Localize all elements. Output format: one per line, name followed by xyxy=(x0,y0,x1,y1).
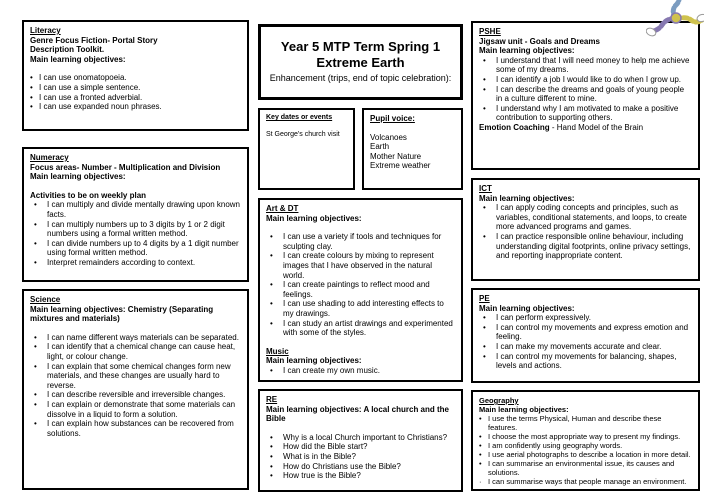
pshe-emotion-coaching xyxy=(479,123,692,133)
pshe-heading: PSHE xyxy=(479,27,501,36)
objective-item: • What is in the Bible? xyxy=(266,452,455,462)
objective-item: • I understand why I am motivated to make a positive contribution to supporting others. xyxy=(479,104,692,123)
ict-heading: ICT xyxy=(479,184,492,193)
pshe-emotion-coaching-text: - Hand Model of the Brain xyxy=(549,122,644,132)
objective-item: • How true is the Bible? xyxy=(266,471,455,481)
objective-item: Volcanoes xyxy=(370,132,407,142)
objective-item: • Why is a local Church important to Christians? xyxy=(266,433,455,443)
spacer xyxy=(370,124,455,133)
objective-item: • I can apply coding concepts and principles, such as variables, conditional statements, and loops, to create more advanced programs and games. xyxy=(479,203,692,232)
pshe-objectives-label: Main learning objectives: xyxy=(479,46,575,56)
pe-heading: PE xyxy=(479,294,490,303)
geography-box xyxy=(471,390,700,491)
objective-item: • I can identify that a chemical change can cause heat, light, or colour change. xyxy=(30,342,241,361)
literacy-objectives-list xyxy=(30,73,241,111)
objective-item: • I can control my movements and express emotion and feeling. xyxy=(479,323,692,342)
objective-item: • I can multiply numbers up to 3 digits by 1 or 2 digit numbers using a formal written method. xyxy=(30,220,241,239)
objective-item: Earth xyxy=(370,142,390,152)
page-title-line2: Extreme Earth xyxy=(316,55,405,71)
pupil-voice-heading: Pupil voice: xyxy=(370,114,415,123)
objective-item: • I can use a fronted adverbial. xyxy=(30,93,241,103)
objective-item: • I can make my movements accurate and clear. xyxy=(479,342,692,352)
numeracy-focus: Focus areas- Number - Multiplication and Division xyxy=(30,162,221,172)
literacy-toolkit: Description Toolkit. xyxy=(30,45,105,55)
ict-box xyxy=(471,178,700,281)
numeracy-objectives-list xyxy=(30,200,241,267)
literacy-genre: Genre Focus Fiction- Portal Story xyxy=(30,35,158,45)
spacer xyxy=(266,223,455,232)
pupil-voice-list xyxy=(370,133,455,171)
art-dt-music-box xyxy=(258,198,463,382)
numeracy-activities-label: Activities to be on weekly plan xyxy=(30,190,147,200)
geography-heading: Geography xyxy=(479,396,519,405)
objective-item: • I can create colours by mixing to represent images that I have observed in the natural world. xyxy=(266,251,455,280)
pshe-unit: Jigsaw unit - Goals and Dreams xyxy=(479,36,600,46)
spacer xyxy=(30,182,241,191)
objective-item: • I understand that I will need money to help me achieve some of my dreams. xyxy=(479,56,692,75)
objective-item: • I can multiply and divide mentally drawing upon known facts. xyxy=(30,200,241,219)
objective-item: • I can perform expressively. xyxy=(479,313,692,323)
objective-item: • I can create my own music. xyxy=(266,366,455,376)
objective-item: • I can identify a job I would like to do when I grow up. xyxy=(479,75,692,85)
pshe-objectives-list xyxy=(479,56,692,123)
science-box xyxy=(22,289,249,490)
objective-item: St George's church visit xyxy=(266,131,340,139)
pe-objectives-label: Main learning objectives: xyxy=(479,303,575,313)
objective-item: • I can use a simple sentence. xyxy=(30,83,241,93)
objective-item: • I choose the most appropriate way to present my findings. xyxy=(479,432,692,441)
music-heading: Music xyxy=(266,346,289,356)
objective-item: • I can use a variety if tools and techniques for sculpting clay. xyxy=(266,232,455,251)
objective-item: Mother Nature xyxy=(370,151,422,161)
objective-item: • I can explain how substances can be recovered from solutions. xyxy=(30,419,241,438)
science-heading: Science xyxy=(30,295,61,304)
objective-item: Extreme weather xyxy=(370,161,431,171)
objective-item: • I can use onomatopoeia. xyxy=(30,73,241,83)
literacy-box xyxy=(22,20,249,131)
numeracy-box xyxy=(22,147,249,282)
science-objectives-list xyxy=(30,333,241,439)
objective-item: • Interpret remainders according to context. xyxy=(30,258,241,268)
objective-item: • I use aerial photographs to describe a location in more detail. xyxy=(479,450,692,459)
spacer xyxy=(266,122,347,131)
key-dates-box xyxy=(258,108,355,190)
objective-item: • I can divide numbers up to 4 digits by a 1 digit number using formal written method. xyxy=(30,239,241,258)
numeracy-objectives-label: Main learning objectives: xyxy=(30,172,126,182)
objective-item: · I can summarise ways that people manage an environment. xyxy=(479,477,692,486)
pshe-emotion-coaching-label: Emotion Coaching xyxy=(479,122,550,132)
objective-item: • I can use expanded noun phrases. xyxy=(30,102,241,112)
pe-box xyxy=(471,288,700,383)
objective-item: • I can name different ways materials can be separated. xyxy=(30,333,241,343)
re-objectives-label: Main learning objectives: A local church and the Bible xyxy=(266,404,449,424)
key-dates-list xyxy=(266,131,347,139)
objective-item: • I use the terms Physical, Human and describe these features. xyxy=(479,414,692,432)
ict-objectives-list xyxy=(479,203,692,261)
literacy-objectives-label: Main learning objectives: xyxy=(30,54,126,64)
objective-item: • I can use shading to add interesting effects to my drawings. xyxy=(266,299,455,318)
pupil-voice-box xyxy=(362,108,463,190)
key-dates-heading: Key dates or events xyxy=(266,114,333,121)
objective-item: • I can create paintings to reflect mood and feelings. xyxy=(266,280,455,299)
art-dt-heading: Art & DT xyxy=(266,204,299,213)
music-objectives-label: Main learning objectives: xyxy=(266,356,362,366)
art-dt-objectives-list xyxy=(266,232,455,338)
objective-item: • I can practice responsible online behaviour, including understanding digital footprints, online privacy settings, and reporting inappropriate content. xyxy=(479,232,692,261)
objective-item: • I can explain or demonstrate that some materials can dissolve in a liquid to form a solution. xyxy=(30,400,241,419)
geography-objectives-label: Main learning objectives: xyxy=(479,405,569,414)
art-dt-objectives-label: Main learning objectives: xyxy=(266,213,362,223)
objective-item: • I can describe the dreams and goals of young people in a culture different to mine. xyxy=(479,85,692,104)
objective-item: • I can summarise an environmental issue, its causes and solutions. xyxy=(479,459,692,477)
objective-item: • I can study an artist drawings and experimented with some of the styles. xyxy=(266,319,455,338)
dancing-figures-svg xyxy=(646,0,704,42)
geography-objectives-list xyxy=(479,414,692,486)
science-objectives-label: Main learning objectives: Chemistry (Separating mixtures and materials) xyxy=(30,304,214,324)
re-heading: RE xyxy=(266,395,278,404)
numeracy-heading: Numeracy xyxy=(30,153,69,162)
spacer xyxy=(30,64,241,73)
objective-item: • How did the Bible start? xyxy=(266,442,455,452)
page-title-line1: Year 5 MTP Term Spring 1 xyxy=(280,39,441,54)
music-objectives-list xyxy=(266,366,455,376)
objective-item: • I can describe reversible and irreversible changes. xyxy=(30,390,241,400)
objective-item: • I can explain that some chemical changes form new materials, and these changes are usually hard to reverse. xyxy=(30,362,241,391)
objective-item: • How do Christians use the Bible? xyxy=(266,462,455,472)
objective-item: • I can control my movements for balancing, shapes, levels and actions. xyxy=(479,352,692,371)
title-box xyxy=(258,24,463,100)
objective-item: • I am confidently using geography words. xyxy=(479,441,692,450)
re-box xyxy=(258,389,463,492)
pe-objectives-list xyxy=(479,313,692,371)
re-objectives-list xyxy=(266,433,455,481)
literacy-heading: Literacy xyxy=(30,26,61,35)
spacer xyxy=(266,338,455,347)
pshe-box xyxy=(471,21,700,170)
ict-objectives-label: Main learning objectives: xyxy=(479,193,575,203)
dancing-figures-icon xyxy=(646,0,704,42)
spacer xyxy=(30,324,241,333)
enhancement-label: Enhancement (trips, end of topic celebration): xyxy=(269,72,452,83)
spacer xyxy=(266,424,455,433)
